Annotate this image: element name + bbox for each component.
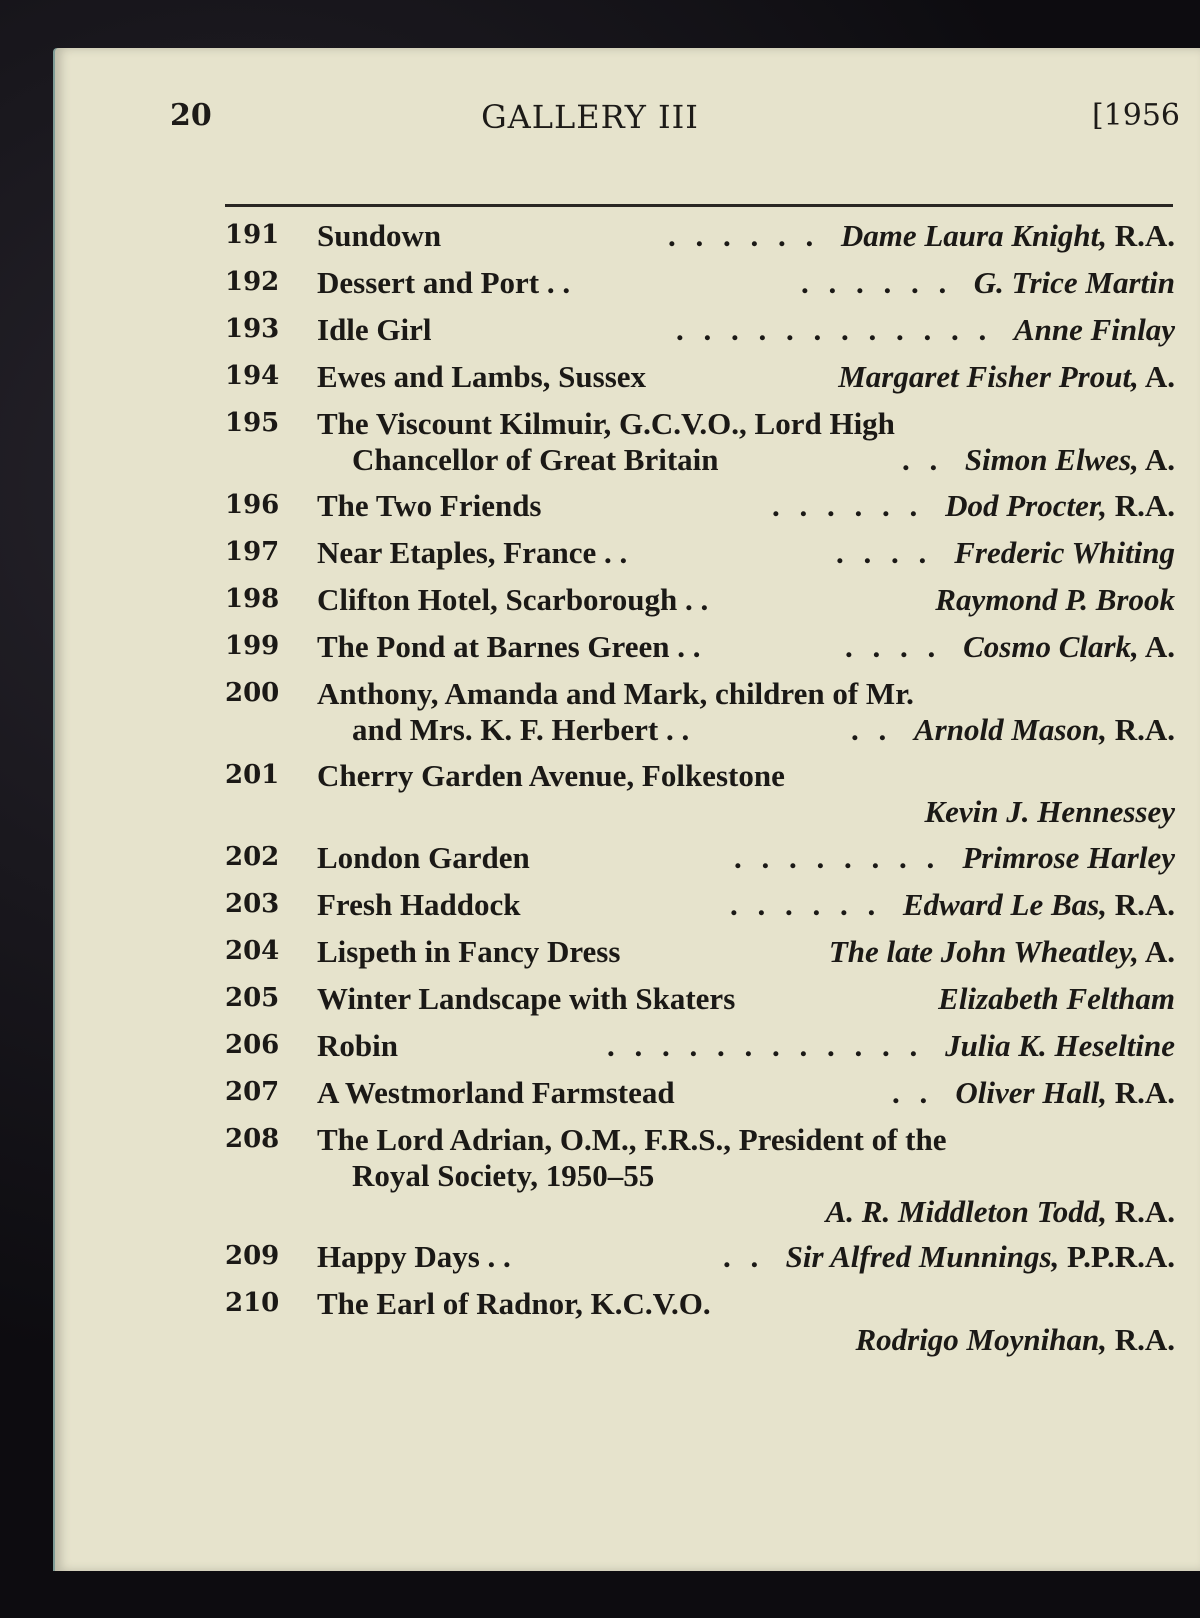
entry-title: Robin (317, 1028, 398, 1063)
leader-dots: . . (851, 712, 893, 747)
artist-name (954, 535, 1175, 570)
artist-name (829, 934, 1175, 969)
entry-title: The Lord Adrian, O.M., F.R.S., President of the (317, 1122, 947, 1157)
artist-honours: R.A. (1106, 712, 1175, 747)
artist-honours: R.A. (1106, 488, 1175, 523)
entry-number: 200 (225, 678, 280, 708)
artist-name-text: Frederic Whiting (954, 535, 1175, 570)
catalogue-entry (225, 1075, 1175, 1111)
entry-number: 207 (225, 1077, 280, 1107)
catalogue-entry (225, 1122, 1175, 1230)
artist-honours: R.A. (1106, 1194, 1175, 1229)
artist-name-text: Anne Finlay (1013, 312, 1175, 347)
artist-name-text: Kevin J. Hennessey (924, 794, 1175, 829)
artist-name (962, 840, 1175, 875)
entry-title-continued: and Mrs. K. F. Herbert . . (352, 712, 690, 747)
leader-dots: . . . . . . . . . . . . (676, 312, 993, 347)
artist-name-text: Cosmo Clark, (963, 629, 1139, 664)
catalogue-entry (225, 582, 1175, 618)
artist-name (938, 981, 1175, 1016)
artist-name (965, 442, 1175, 477)
entry-title: Happy Days . . (317, 1239, 511, 1274)
catalogue-entry (225, 488, 1175, 524)
artist-name (963, 629, 1175, 664)
entry-title: Clifton Hotel, Scarborough . . (317, 582, 709, 617)
year-marker: [1956 (1091, 98, 1180, 133)
artist-name (841, 218, 1175, 253)
catalogue-entry (225, 1286, 1175, 1358)
artist-name (974, 265, 1175, 300)
leader-dots: . . . . . . (801, 265, 953, 300)
entry-number: 191 (225, 220, 280, 250)
page-number: 20 (170, 98, 212, 133)
artist-name-text: Edward Le Bas, (902, 887, 1107, 922)
artist-name-text: Arnold Mason, (914, 712, 1107, 747)
entry-number: 209 (225, 1241, 280, 1271)
artist-name-text: Sir Alfred Munnings, (785, 1239, 1060, 1274)
catalogue-entry (225, 981, 1175, 1017)
entry-title: The Earl of Radnor, K.C.V.O. (317, 1286, 711, 1321)
entry-number: 193 (225, 314, 280, 344)
artist-name-text: Margaret Fisher Prout, (838, 359, 1139, 394)
artist-honours: R.A. (1106, 1075, 1175, 1110)
leader-dots: . . (723, 1239, 765, 1274)
leader-dots: . . . . . . (668, 218, 820, 253)
entry-number: 206 (225, 1030, 280, 1060)
artist-name-text: Primrose Harley (962, 840, 1175, 875)
running-head (170, 98, 1180, 148)
artist-name (955, 1075, 1175, 1110)
artist-honours: A. (1138, 934, 1175, 969)
leader-dots: . . . . . . (772, 488, 924, 523)
entry-title: A Westmorland Farmstead (317, 1075, 675, 1110)
entry-title: Idle Girl (317, 312, 432, 347)
entry-number: 204 (225, 936, 280, 966)
entry-number: 201 (225, 760, 280, 790)
entry-title: Cherry Garden Avenue, Folkestone (317, 758, 785, 793)
header-rule (225, 204, 1173, 207)
leader-dots: . . . . . . (730, 887, 882, 922)
artist-honours: R.A. (1106, 1322, 1175, 1357)
entry-number: 195 (225, 408, 280, 438)
entry-number: 196 (225, 490, 280, 520)
artist-name-text: Oliver Hall, (955, 1075, 1107, 1110)
artist-name (855, 1322, 1175, 1357)
entry-title: The Viscount Kilmuir, G.C.V.O., Lord High (317, 406, 895, 441)
artist-honours: R.A. (1106, 887, 1175, 922)
entry-number: 194 (225, 361, 280, 391)
artist-honours: R.A. (1106, 218, 1175, 253)
catalogue-entry (225, 535, 1175, 571)
artist-name (838, 359, 1175, 394)
leader-dots: . . (902, 442, 944, 477)
entry-title: Fresh Haddock (317, 887, 521, 922)
catalogue-entry (225, 359, 1175, 395)
entry-title: Sundown (317, 218, 442, 253)
entry-number: 192 (225, 267, 280, 297)
entry-number: 208 (225, 1124, 280, 1154)
leader-dots: . . . . . . . . (734, 840, 941, 875)
entry-title: Lispeth in Fancy Dress (317, 934, 621, 969)
entry-title-continued: Chancellor of Great Britain (352, 442, 719, 477)
artist-name (826, 1194, 1175, 1229)
entry-number: 202 (225, 842, 280, 872)
artist-name-text: Raymond P. Brook (935, 582, 1175, 617)
leader-dots: . . (892, 1075, 934, 1110)
leader-dots: . . . . (845, 629, 942, 664)
entry-title: Dessert and Port . . (317, 265, 571, 300)
artist-name (903, 887, 1175, 922)
entry-title: Near Etaples, France . . (317, 535, 628, 570)
artist-name (1014, 312, 1175, 347)
catalogue-entry (225, 758, 1175, 830)
artist-name-text: Rodrigo Moynihan, (855, 1322, 1107, 1357)
artist-name (945, 488, 1175, 523)
artist-honours: A. (1138, 442, 1175, 477)
entry-title: The Two Friends (317, 488, 542, 523)
entry-number: 210 (225, 1288, 280, 1318)
artist-name (935, 582, 1175, 617)
entry-title: The Pond at Barnes Green . . (317, 629, 701, 664)
gallery-heading: GALLERY III (481, 98, 699, 136)
catalogue-entry (225, 629, 1175, 665)
artist-name-text: Elizabeth Feltham (938, 981, 1175, 1016)
catalogue-entry (225, 887, 1175, 923)
catalogue-entry (225, 312, 1175, 348)
catalogue-entry (225, 406, 1175, 478)
entry-number: 199 (225, 631, 280, 661)
artist-honours: A. (1138, 629, 1175, 664)
artist-name-text: A. R. Middleton Todd, (825, 1194, 1107, 1229)
leader-dots: . . . . . . . . . . . . (607, 1028, 924, 1063)
entry-title: Winter Landscape with Skaters (317, 981, 736, 1016)
catalogue-entry (225, 265, 1175, 301)
catalogue-entry (225, 1239, 1175, 1275)
entry-number: 205 (225, 983, 280, 1013)
artist-honours: A. (1138, 359, 1175, 394)
entry-title: Ewes and Lambs, Sussex (317, 359, 647, 394)
artist-name-text: Dod Procter, (945, 488, 1107, 523)
leader-dots: . . . . (836, 535, 933, 570)
artist-honours: P.P.R.A. (1059, 1239, 1175, 1274)
entry-number: 198 (225, 584, 280, 614)
entry-title: Anthony, Amanda and Mark, children of Mr. (317, 676, 914, 711)
entry-number: 197 (225, 537, 280, 567)
entry-title: London Garden (317, 840, 530, 875)
artist-name (914, 712, 1175, 747)
artist-name-text: Simon Elwes, (964, 442, 1139, 477)
artist-name-text: Dame Laura Knight, (840, 218, 1107, 253)
entry-title-continued: Royal Society, 1950–55 (352, 1158, 655, 1193)
catalogue-entry (225, 840, 1175, 876)
catalogue-entry (225, 934, 1175, 970)
artist-name (786, 1239, 1175, 1274)
catalogue-entry (225, 1028, 1175, 1064)
entry-number: 203 (225, 889, 280, 919)
catalogue-entry (225, 676, 1175, 748)
artist-name-text: G. Trice Martin (973, 265, 1175, 300)
artist-name (945, 1028, 1175, 1063)
artist-name (924, 794, 1175, 829)
catalogue-entry (225, 218, 1175, 254)
artist-name-text: Julia K. Heseltine (945, 1028, 1175, 1063)
artist-name-text: The late John Wheatley, (828, 934, 1139, 969)
